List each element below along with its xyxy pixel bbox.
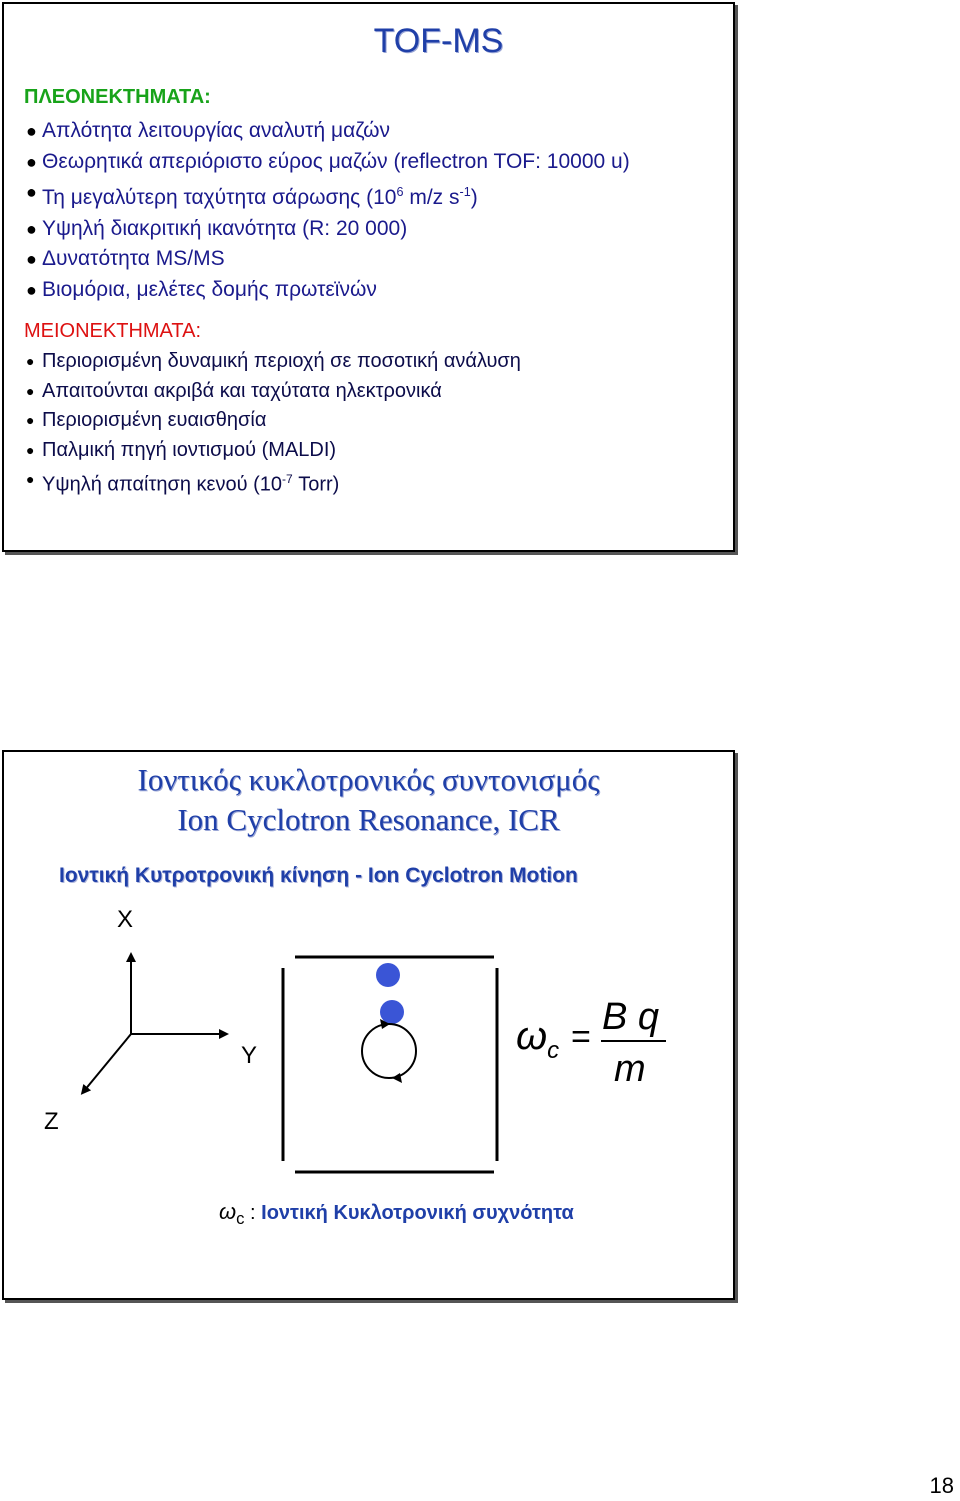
z-axis-arrow (84, 1034, 131, 1091)
slide-tof-ms (2, 2, 735, 552)
bullet-icon: ● (26, 151, 37, 172)
list-item: ● Απαιτούνται ακριβά και ταχύτατα ηλεκτρονικά (24, 377, 521, 407)
axis-z-label: Z (44, 1108, 59, 1135)
bullet-icon: ● (26, 182, 37, 203)
list-item: ● Απλότητα λειτουργίας αναλυτή μαζών (24, 116, 630, 147)
list-item: ● Υψηλή απαίτηση κενού ($10^{-7}$ Torr) (24, 465, 521, 500)
orbit-circle (362, 1024, 416, 1078)
motion-heading: Ιοντική Κυτροτρονική κίνηση - Ion Cyclotron Motion (59, 864, 578, 887)
disadvantages-heading: ΜΕΙΟΝΕΚΤΗΜΑΤΑ: (24, 320, 202, 342)
page-number: 18 (929, 1473, 954, 1498)
list-item: ● Περιορισμένη ευαισθησία (24, 406, 521, 436)
bullet-icon: ● (26, 249, 37, 270)
formula-equals: = (571, 1018, 591, 1056)
list-item: ● Υψηλή διακριτική ικανότητα (R: 20 000) (24, 214, 630, 245)
axis-y-label: Y (241, 1042, 258, 1069)
advantages-list (24, 116, 630, 306)
bullet-icon: ● (26, 412, 35, 428)
slide-title-greek: Ιοντικός κυκλοτρονικός συντονισμός (137, 762, 600, 797)
list-item: ● Παλμική πηγή ιοντισμού (MALDI) (24, 436, 521, 466)
ion-lower (380, 1000, 404, 1024)
formula-omega: $\omega_c$ (516, 1014, 560, 1064)
formula-numerator: B q (602, 996, 660, 1038)
advantages-heading: ΠΛΕΟΝΕΚΤΗΜΑΤΑ: (24, 86, 211, 108)
slide-title-english: Ion Cyclotron Resonance, ICR (177, 802, 560, 837)
disadvantages-list (24, 347, 521, 500)
list-item: ● Περιορισμένη δυναμική περιοχή σε ποσοτική ανάλυση (24, 347, 521, 377)
bullet-icon: ● (26, 353, 35, 369)
omega-caption: $\omega_c$ : Ιοντική Κυκλοτρονική συχνότητα (219, 1199, 574, 1228)
list-item: ● Δυνατότητα MS/MS (24, 244, 630, 275)
bullet-icon: ● (26, 121, 37, 141)
bullet-icon: ● (26, 441, 35, 458)
bullet-icon: ● (26, 279, 37, 300)
axis-x-label: X (117, 906, 134, 933)
formula-denominator: m (614, 1048, 646, 1090)
bullet-icon: ● (26, 382, 35, 399)
bullet-icon: ● (26, 218, 37, 239)
slide-title: TOF-MS (373, 22, 504, 60)
slide-icr (2, 750, 735, 1300)
list-item: ● Θεωρητικά απεριόριστο εύρος μαζών (reflectron TOF: 10000 u) (24, 147, 630, 178)
bullet-icon: ● (26, 471, 35, 487)
list-item: ● Βιομόρια, μελέτες δομής πρωτεϊνών (24, 275, 630, 306)
list-item: ● Τη μεγαλύτερη ταχύτητα σάρωσης ($10^6$ m/z $s^{-1}$) (24, 177, 630, 214)
ion-upper (376, 963, 400, 987)
